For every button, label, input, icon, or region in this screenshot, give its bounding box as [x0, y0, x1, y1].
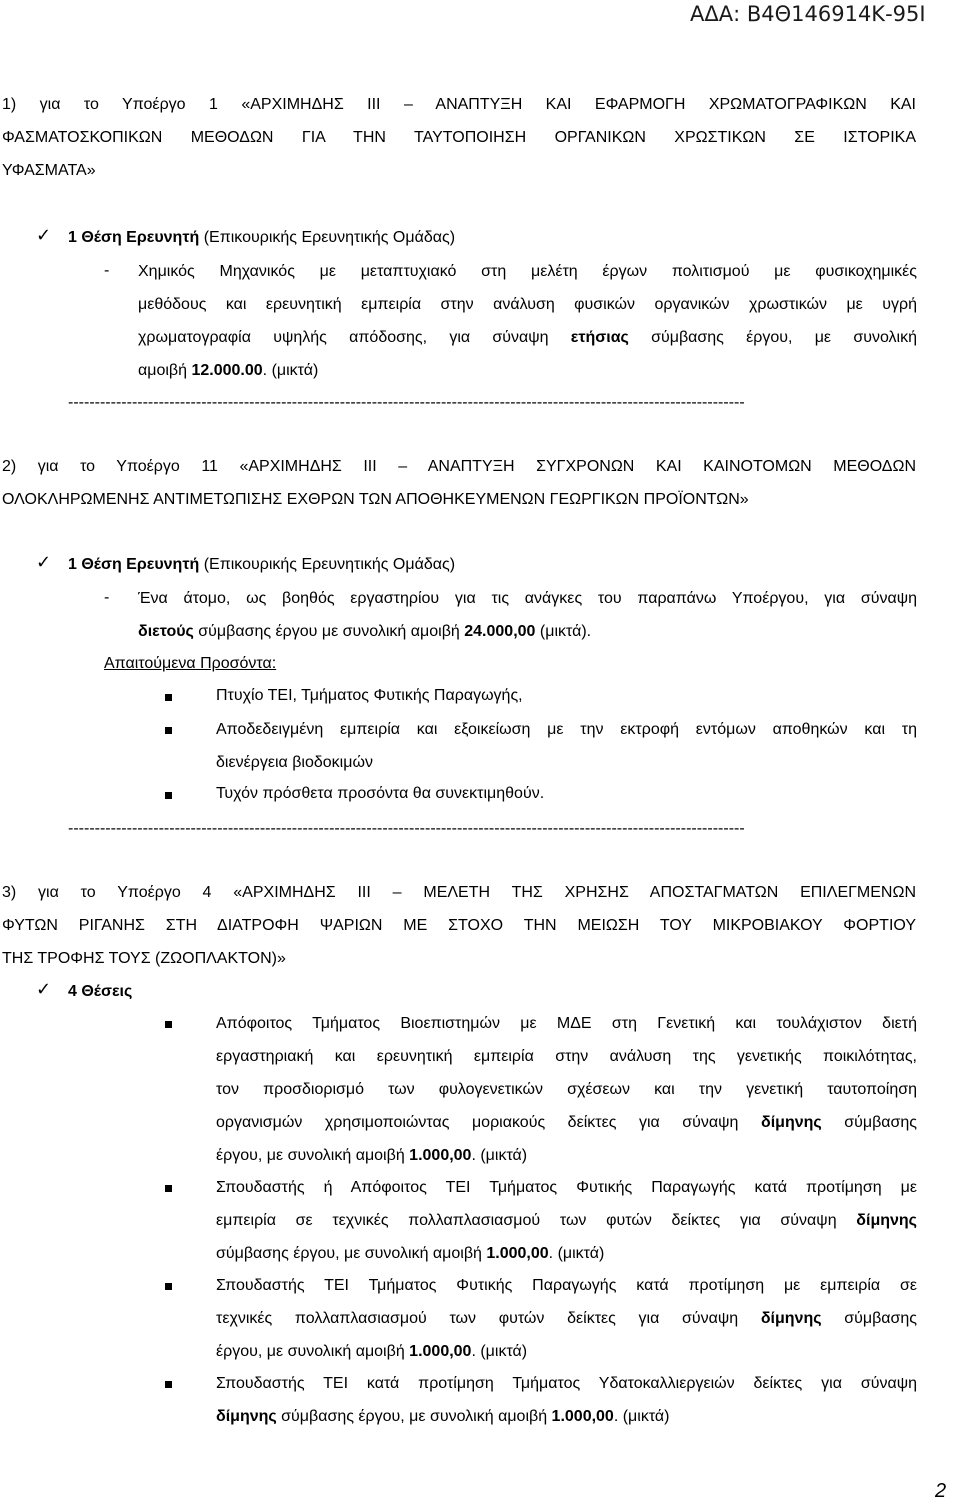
positions-count: 4 Θέσεις — [68, 983, 133, 1000]
candidate-line: Απόφοιτος Τμήματος Βιοεπιστημών με ΜΔΕ στη Γενετική και τουλάχιστον διετή — [216, 1015, 917, 1032]
section1-heading-line: 1) για το Υποέργο 1 «ΑΡΧΙΜΗΔΗΣ ΙΙΙ – ΑΝΑΠΤΥΞΗ ΚΑΙ ΕΦΑΡΜΟΓΗ ΧΡΩΜΑΤΟΓΡΑΦΙΚΩΝ ΚΑΙ — [2, 96, 916, 113]
square-bullet-icon — [165, 1021, 172, 1028]
section1-heading — [2, 88, 916, 187]
requirement-item: Πτυχίο ΤΕΙ, Τμήματος Φυτικής Παραγωγής, — [216, 687, 523, 704]
position-group: (Επικουρικής Ερευνητικής Ομάδας) — [203, 556, 456, 573]
fee-amount: 12.000.00 — [191, 362, 263, 379]
requirement-item — [216, 713, 917, 779]
candidate-line: σύμβασης έργου, με συνολική αμοιβή 1.000,00. (μικτά) — [216, 1245, 605, 1262]
square-bullet-icon — [165, 1185, 172, 1192]
candidate-line: Σπουδαστής ΤΕΙ Τμήματος Φυτικής Παραγωγής κατά προτίμηση με εμπειρία σε — [216, 1277, 917, 1294]
candidate-line: έργου, με συνολική αμοιβή 1.000,00. (μικτά) — [216, 1147, 528, 1164]
candidate-line: Σπουδαστής ή Απόφοιτος ΤΕΙ Τμήματος Φυτικής Παραγωγής κατά προτίμηση με — [216, 1179, 917, 1196]
section1-description — [138, 255, 917, 387]
fee-amount: 24.000,00 — [464, 623, 536, 640]
section2-description — [138, 582, 917, 648]
section2-heading — [2, 450, 916, 516]
ada-code: ΑΔΑ: Β4Θ146914Κ-95Ι — [690, 2, 926, 26]
desc-line: αμοιβή 12.000.00. (μικτά) — [138, 362, 319, 379]
candidate-item — [216, 1007, 917, 1172]
square-bullet-icon — [165, 694, 172, 701]
position-group: (Επικουρικής Ερευνητικής Ομάδας) — [203, 229, 456, 246]
section2-heading-line: ΟΛΟΚΛΗΡΩΜΕΝΗΣ ΑΝΤΙΜΕΤΩΠΙΣΗΣ ΕΧΘΡΩΝ ΤΩΝ ΑΠΟΘΗΚΕΥΜΕΝΩΝ ΓΕΩΡΓΙΚΩΝ ΠΡΟΪΟΝΤΩΝ» — [2, 491, 749, 508]
checkmark-icon: ✓ — [36, 979, 52, 1000]
candidate-item — [216, 1367, 917, 1433]
candidate-line: τεχνικές πολλαπλασιασμού των φυτών δείκτες για σύναψη δίμηνης σύμβασης — [216, 1310, 917, 1327]
requirement-line: διενέργεια βιοδοκιμών — [216, 754, 373, 771]
separator-line: ------------------------------------------------------------------------------------------------------------------------------- — [68, 394, 745, 411]
section2-position — [68, 556, 455, 574]
desc-line: Ένα άτομο, ως βοηθός εργαστηρίου για τις ανάγκες του παραπάνω Υποέργου, για σύναψη — [138, 590, 917, 607]
desc-line: μεθόδους και ερευνητική εμπειρία στην ανάλυση φυσικών οργανικών χρωστικών με υγρή — [138, 296, 917, 313]
section3-positions — [68, 983, 132, 1001]
section1-position — [68, 229, 455, 247]
desc-line: Χημικός Μηχανικός με μεταπτυχιακό στη μελέτη έργων πολιτισμού με φυσικοχημικές — [138, 263, 917, 280]
candidate-item — [216, 1269, 917, 1368]
section3-heading-line: ΤΗΣ ΤΡΟΦΗΣ ΤΟΥΣ (ΖΩΟΠΛΑΚΤΟΝ)» — [2, 950, 286, 967]
requirement-item: Τυχόν πρόσθετα προσόντα θα συνεκτιμηθούν. — [216, 785, 545, 802]
square-bullet-icon — [165, 792, 172, 799]
contract-duration: ετήσιας — [570, 329, 629, 346]
candidate-line: έργου, με συνολική αμοιβή 1.000,00. (μικτά) — [216, 1343, 528, 1360]
candidate-line: εμπειρία σε τεχνικές πολλαπλασιασμού των φυτών δείκτες για σύναψη δίμηνης — [216, 1212, 917, 1229]
checkmark-icon: ✓ — [36, 225, 52, 246]
candidate-line: Σπουδαστής ΤΕΙ κατά προτίμηση Τμήματος Υδατοκαλλιεργειών δείκτες για σύναψη — [216, 1375, 917, 1392]
square-bullet-icon — [165, 727, 172, 734]
position-title: 1 Θέση Ερευνητή — [68, 229, 200, 246]
section1-heading-line: ΦΑΣΜΑΤΟΣΚΟΠΙΚΩΝ ΜΕΘΟΔΩΝ ΓΙΑ ΤΗΝ ΤΑΥΤΟΠΟΙΗΣΗ ΟΡΓΑΝΙΚΩΝ ΧΡΩΣΤΙΚΩΝ ΣΕ ΙΣΤΟΡΙΚΑ — [2, 129, 916, 146]
section3-heading — [2, 876, 916, 975]
section2-heading-line: 2) για το Υποέργο 11 «ΑΡΧΙΜΗΔΗΣ ΙΙΙ – ΑΝΑΠΤΥΞΗ ΣΥΓΧΡΟΝΩΝ ΚΑΙ ΚΑΙΝΟΤΟΜΩΝ ΜΕΘΟΔΩΝ — [2, 458, 916, 475]
contract-duration: διετούς — [138, 623, 194, 640]
requirements-title: Απαιτούμενα Προσόντα: — [104, 655, 277, 672]
desc-line: διετούς σύμβασης έργου με συνολική αμοιβή 24.000,00 (μικτά). — [138, 623, 592, 640]
desc-line: χρωματογραφία υψηλής απόδοσης, για σύναψη ετήσιας σύμβασης έργου, με συνολική — [138, 329, 917, 346]
position-title: 1 Θέση Ερευνητή — [68, 556, 200, 573]
candidate-line: οργανισμών χρησιμοποιώντας μοριακούς δείκτες για σύναψη δίμηνης σύμβασης — [216, 1114, 917, 1131]
square-bullet-icon — [165, 1381, 172, 1388]
requirement-line: Αποδεδειγμένη εμπειρία και εξοικείωση με την εκτροφή εντόμων αποθηκών και τη — [216, 721, 917, 738]
page-number: 2 — [935, 1480, 947, 1502]
checkmark-icon: ✓ — [36, 552, 52, 573]
separator-line: ------------------------------------------------------------------------------------------------------------------------------- — [68, 820, 745, 837]
candidate-line: δίμηνης σύμβασης έργου, με συνολική αμοιβή 1.000,00. (μικτά) — [216, 1408, 670, 1425]
candidate-item — [216, 1171, 917, 1270]
section3-heading-line: ΦΥΤΩΝ ΡΙΓΑΝΗΣ ΣΤΗ ΔΙΑΤΡΟΦΗ ΨΑΡΙΩΝ ΜΕ ΣΤΟΧΟ ΤΗΝ ΜΕΙΩΣΗ ΤΟΥ ΜΙΚΡΟΒΙΑΚΟΥ ΦΟΡΤΙΟΥ — [2, 917, 916, 934]
dash-bullet: - — [104, 262, 110, 279]
candidate-line: τον προσδιορισμό των φυλογενετικών σχέσεων και την γενετική ταυτοποίηση — [216, 1081, 917, 1098]
square-bullet-icon — [165, 1283, 172, 1290]
dash-bullet: - — [104, 589, 110, 606]
candidate-line: εργαστηριακή και ερευνητική εμπειρία στην ανάλυση της γενετικής ποικιλότητας, — [216, 1048, 917, 1065]
section1-heading-line: ΥΦΑΣΜΑΤΑ» — [2, 162, 96, 179]
section3-heading-line: 3) για το Υποέργο 4 «ΑΡΧΙΜΗΔΗΣ ΙΙΙ – ΜΕΛΕΤΗ ΤΗΣ ΧΡΗΣΗΣ ΑΠΟΣΤΑΓΜΑΤΩΝ ΕΠΙΛΕΓΜΕΝΩΝ — [2, 884, 916, 901]
